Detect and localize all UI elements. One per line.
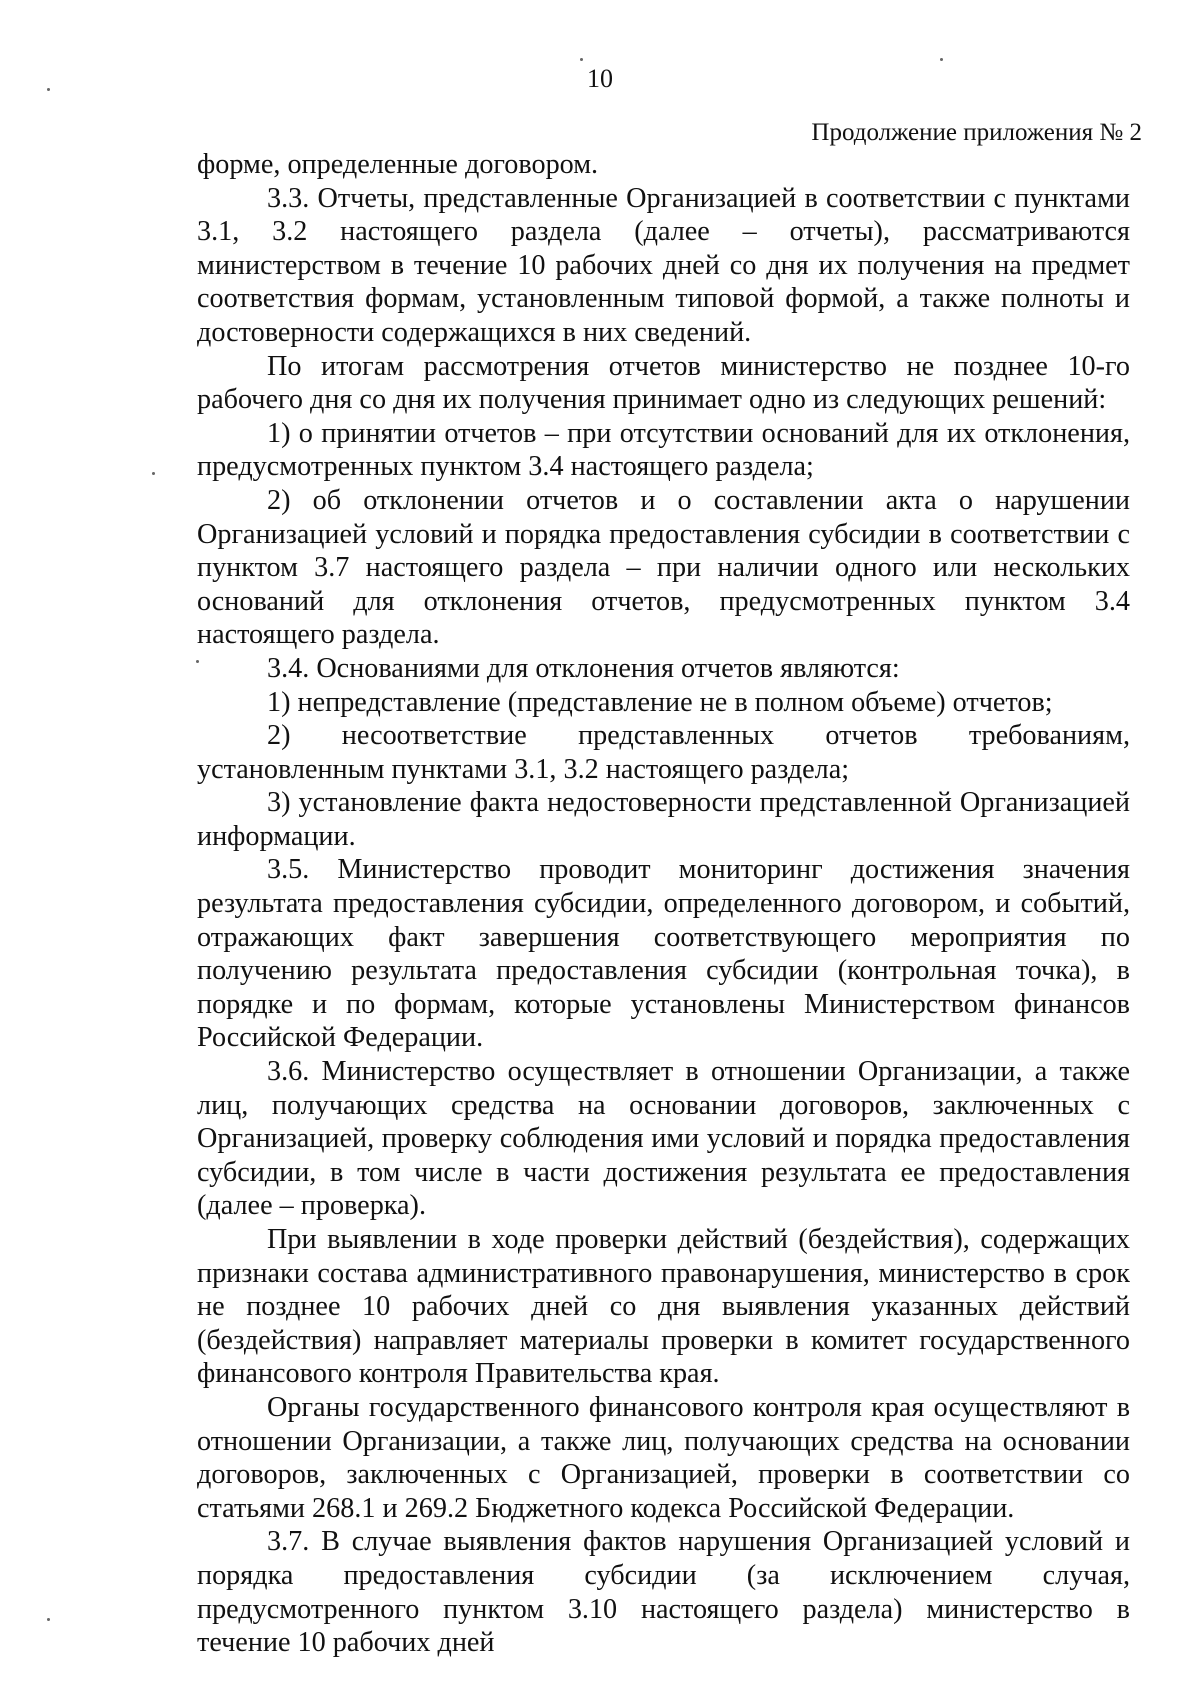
- list-item: 2) несоответствие представленных отчетов требованиям, установленным пунктами 3.1, 3.2 настоящего раздела;: [197, 720, 1130, 785]
- paragraph: При выявлении в ходе проверки действий (бездействия), содержащих признаки состава административного правонарушения, министерство в срок не позднее 10 рабочих дней со дня выявления указанных действий (бездействия) направляет материалы проверки в комитет государственного финансового контроля Правительства края.: [197, 1224, 1130, 1390]
- paragraph-3-6: 3.6. Министерство осуществляет в отношении Организации, а также лиц, получающих средства на основании договоров, заключенных с Организацией, проверку соблюдения ими условий и порядка предоставления субсидии, в том числе в части достижения результата ее предоставления (далее – проверка).: [197, 1056, 1130, 1222]
- list-item: 3) установление факта недостоверности представленной Организацией информации.: [197, 787, 1130, 852]
- paragraph-3-3: 3.3. Отчеты, представленные Организацией в соответствии с пунктами 3.1, 3.2 настоящего раздела (далее – отчеты), рассматриваются министерством в течение 10 рабочих дней со дня их получения на предмет соответствия формам, установленным типовой формой, а также полноты и достоверности содержащихся в них сведений.: [197, 182, 1130, 348]
- paragraph-3-5: 3.5. Министерство проводит мониторинг достижения значения результата предоставления субсидии, определенного договором, и событий, отражающих факт завершения соответствующего мероприятия по получению результата предоставления субсидии (контрольная точка), в порядке и по формам, которые установлены Министерством финансов Российской Федерации.: [197, 854, 1130, 1054]
- scan-speck: [580, 58, 583, 61]
- list-item: 1) о принятии отчетов – при отсутствии оснований для их отклонения, предусмотренных пунктом 3.4 настоящего раздела;: [197, 417, 1130, 483]
- page-number: 10: [587, 64, 613, 93]
- scan-speck: [47, 1618, 50, 1621]
- paragraph: По итогам рассмотрения отчетов министерство не позднее 10-го рабочего дня со дня их получения принимает одно из следующих решений:: [197, 350, 1130, 416]
- scan-speck: [152, 472, 155, 475]
- paragraph-3-4: 3.4. Основаниями для отклонения отчетов являются:: [267, 652, 900, 684]
- scan-speck: [940, 58, 943, 61]
- appendix-continuation-note: Продолжение приложения № 2: [811, 119, 1142, 146]
- paragraph: форме, определенные договором.: [197, 149, 599, 180]
- paragraph: Органы государственного финансового контроля края осуществляют в отношении Организации, а также лиц, получающих средства на основании договоров, заключенных с Организацией, проверки в соответствии со статьями 268.1 и 269.2 Бюджетного кодекса Российской Федерации.: [197, 1391, 1130, 1524]
- list-item: 1) непредставление (представление не в полном объеме) отчетов;: [267, 686, 1053, 718]
- paragraph-3-7: 3.7. В случае выявления фактов нарушения Организацией условий и порядка предоставления субсидии (за исключением случая, предусмотренного пунктом 3.10 настоящего раздела) министерство в течение 10 рабочих дней: [197, 1526, 1130, 1659]
- list-item: 2) об отклонении отчетов и о составлении акта о нарушении Организацией условий и порядка предоставления субсидии в соответствии с пунктом 3.7 настоящего раздела – при наличии одного или нескольких оснований для отклонения отчетов, предусмотренных пунктом 3.4 настоящего раздела.: [197, 484, 1130, 651]
- document-body: [197, 148, 1130, 1660]
